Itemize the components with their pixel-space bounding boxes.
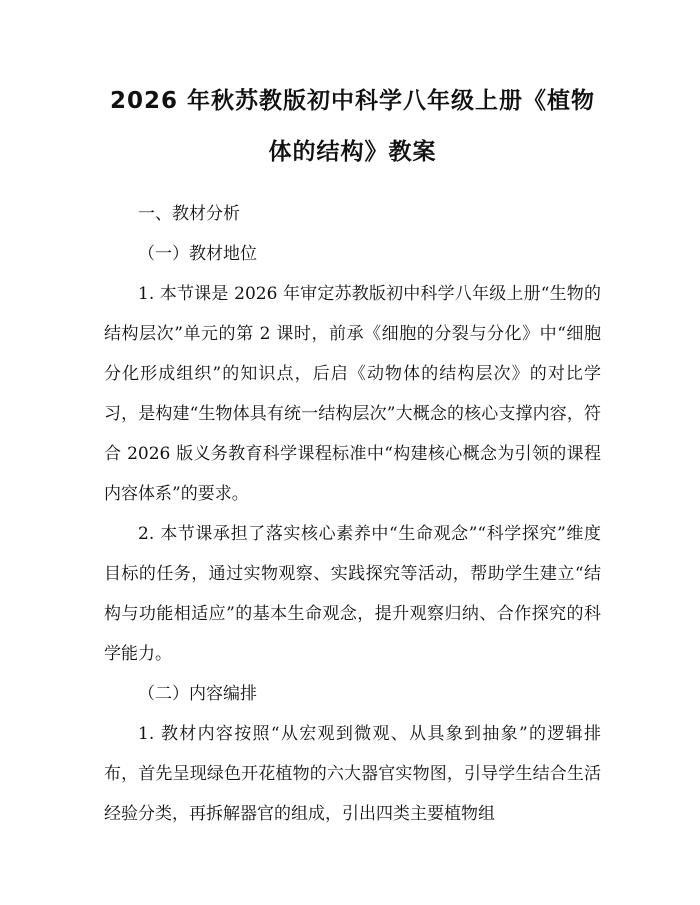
paragraph-textbook-position-2: 2. 本节课承担了落实核心素养中“生命观念”“科学探究”维度目标的任务，通过实物观察、实践探究等活动，帮助学生建立“结构与功能相适应”的基本生命观念，提升观察归纳、合作探究的科学能力。	[104, 524, 601, 664]
paragraph-textbook-position-1: 1. 本节课是 2026 年审定苏教版初中科学八年级上册“生物的结构层次”单元的第 2 课时，前承《细胞的分裂与分化》中“细胞分化形成组织”的知识点，后启《动物体的结构层次》的对比学习，是构建“生物体具有统一结构层次”大概念的核心支撑内容，符合 2026 版义务教育科学课程标准中“构建核心概念为引领的课程内容体系”的要求。	[104, 284, 601, 504]
section-heading-textbook-analysis: 一、教材分析	[138, 204, 240, 224]
title-line-2: 体的结构》教案	[268, 139, 437, 165]
title-line-1: 2026 年秋苏教版初中科学八年级上册《植物	[109, 88, 596, 114]
subsection-heading-textbook-position: （一）教材地位	[138, 244, 257, 264]
paragraph-content-arrangement-1: 1. 教材内容按照“从宏观到微观、从具象到抽象”的逻辑排布，首先呈现绿色开花植物的六大器官实物图，引导学生结合生活经验分类，再拆解器官的组成，引出四类主要植物组	[104, 724, 601, 824]
document-title	[104, 0, 601, 178]
subsection-heading-content-arrangement: （二）内容编排	[138, 684, 257, 704]
